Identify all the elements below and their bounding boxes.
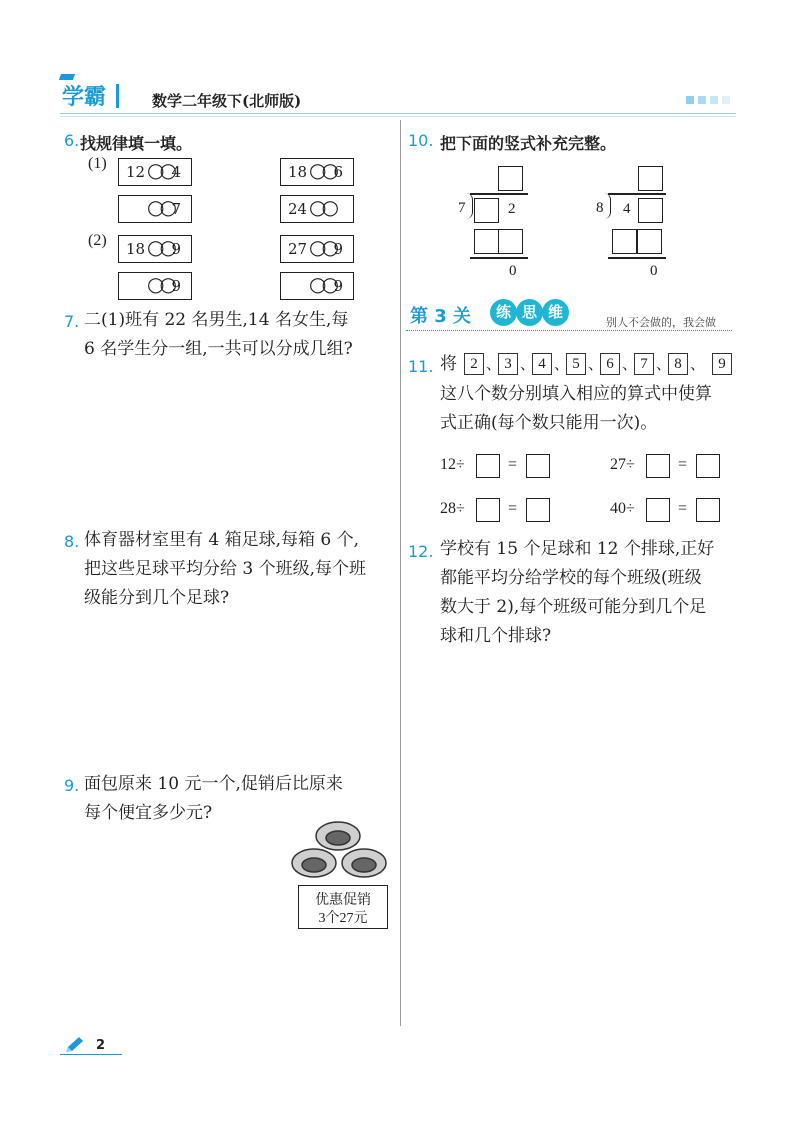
- promo-line: 3个27元: [318, 911, 368, 926]
- question-8-line: 把这些足球平均分给 3 个班级,每个班: [84, 559, 367, 579]
- pattern-box-blank[interactable]: [118, 195, 192, 223]
- question-10-title: 把下面的竖式补充完整。: [440, 134, 617, 153]
- equation-left: 40÷: [610, 500, 635, 517]
- header-square-icon: [710, 96, 718, 104]
- separator-icon: 、: [588, 355, 604, 373]
- question-number: 11.: [408, 357, 434, 376]
- logo-divider: [116, 84, 119, 108]
- link-icon: ○○: [309, 158, 334, 182]
- pattern-box: [280, 235, 354, 263]
- header-square-icon: [722, 96, 730, 104]
- pattern-value: 9: [333, 277, 343, 295]
- pattern-value: 18: [126, 240, 146, 258]
- question-number: 12.: [408, 542, 434, 561]
- book-title: 数学二年级下(北师版): [152, 92, 302, 110]
- number-card: 3: [498, 353, 518, 375]
- pattern-box-blank[interactable]: [118, 272, 192, 300]
- quotient-box[interactable]: [498, 166, 523, 191]
- dividend-box[interactable]: [638, 198, 663, 223]
- answer-box[interactable]: [696, 454, 720, 478]
- equals-sign: =: [508, 500, 518, 517]
- number-card: 6: [600, 353, 620, 375]
- question-11-prefix: 将: [440, 354, 457, 374]
- pattern-value: 24: [288, 200, 308, 218]
- header-rule: [60, 116, 736, 117]
- column-divider: [400, 120, 401, 1026]
- pattern-value: 27: [288, 240, 308, 258]
- product-box[interactable]: [474, 229, 499, 254]
- quotient-box[interactable]: [638, 166, 663, 191]
- product-box[interactable]: [498, 229, 523, 254]
- pattern-value: 18: [288, 163, 308, 181]
- answer-box[interactable]: [646, 454, 670, 478]
- separator-icon: 、: [554, 355, 570, 373]
- number-card: 5: [566, 353, 586, 375]
- link-icon: ○○: [147, 195, 172, 219]
- promo-sign: [298, 885, 388, 929]
- number-card: 4: [532, 353, 552, 375]
- question-9-line: 每个便宜多少元?: [84, 803, 213, 823]
- number-card: 9: [712, 353, 732, 375]
- divisor: 8: [596, 200, 604, 216]
- separator-icon: 、: [656, 355, 672, 373]
- header-rule: [60, 113, 736, 114]
- question-7-line: 二(1)班有 22 名男生,14 名女生,每: [84, 310, 349, 330]
- question-11-line: 这八个数分别填入相应的算式中使算: [440, 384, 712, 404]
- brand-logo: 学霸: [62, 85, 107, 110]
- pattern-value: 9: [171, 277, 181, 295]
- link-icon: ○○: [309, 195, 334, 219]
- division-bracket: [604, 193, 611, 219]
- pattern-value: 4: [171, 163, 181, 181]
- pencil-icon: [64, 1036, 86, 1054]
- question-12-line: 学校有 15 个足球和 12 个排球,正好: [440, 539, 715, 559]
- number-card: 8: [668, 353, 688, 375]
- division-bracket: [466, 193, 473, 219]
- equals-sign: =: [678, 456, 688, 473]
- answer-box[interactable]: [526, 454, 550, 478]
- separator-icon: 、: [622, 355, 638, 373]
- equation-left: 27÷: [610, 456, 635, 473]
- question-number: 8.: [64, 532, 80, 551]
- link-icon: ○○: [309, 235, 334, 259]
- answer-box[interactable]: [476, 498, 500, 522]
- stage-slogan: 别人不会做的，我会做: [606, 316, 716, 329]
- question-8-line: 级能分到几个足球?: [84, 588, 230, 608]
- link-icon: ○○: [147, 272, 172, 296]
- bread-illustration-icon: [288, 818, 398, 888]
- question-7-line: 6 名学生分一组,一共可以分成几组?: [84, 339, 353, 359]
- pattern-box-blank[interactable]: [280, 195, 354, 223]
- page-number: 2: [96, 1038, 106, 1053]
- footer-rule: [60, 1054, 122, 1055]
- answer-box[interactable]: [526, 498, 550, 522]
- answer-box[interactable]: [476, 454, 500, 478]
- question-12-line: 都能平均分给学校的每个班级(班级: [440, 568, 702, 588]
- product-box[interactable]: [612, 229, 637, 254]
- division-rule: [470, 257, 528, 259]
- pattern-box: [118, 158, 192, 186]
- pattern-box-blank[interactable]: [280, 272, 354, 300]
- stage-label: 第 3 关: [410, 306, 472, 327]
- division-bracket-top: [608, 193, 666, 195]
- divisor: 7: [458, 200, 466, 216]
- promo-line: 优惠促销: [315, 893, 371, 908]
- dividend-box[interactable]: [474, 198, 499, 223]
- question-9-line: 面包原来 10 元一个,促销后比原来: [84, 774, 343, 794]
- dividend-digit: 4: [623, 201, 631, 217]
- separator-icon: 、: [520, 355, 536, 373]
- equation-left: 12÷: [440, 456, 465, 473]
- stage-badge: 维: [542, 299, 569, 326]
- stage-badge: 思: [516, 299, 543, 326]
- question-number: 7.: [64, 312, 80, 331]
- header-square-icon: [698, 96, 706, 104]
- answer-box[interactable]: [646, 498, 670, 522]
- header-square-icon: [686, 96, 694, 104]
- pattern-box: [118, 235, 192, 263]
- pattern-value: 12: [126, 163, 146, 181]
- question-number: 10.: [408, 131, 434, 150]
- equals-sign: =: [678, 500, 688, 517]
- question-number: 6.: [64, 131, 80, 150]
- question-number: 9.: [64, 776, 80, 795]
- dividend-digit: 2: [508, 201, 516, 217]
- question-12-line: 数大于 2),每个班级可能分到几个足: [440, 597, 707, 617]
- question-11-line: 式正确(每个数只能用一次)。: [440, 413, 658, 433]
- number-card: 2: [464, 353, 484, 375]
- pattern-value: 9: [333, 240, 343, 258]
- link-icon: ○○: [147, 235, 172, 259]
- answer-box[interactable]: [696, 498, 720, 522]
- remainder: 0: [650, 263, 658, 279]
- question-8-line: 体育器材室里有 4 箱足球,每箱 6 个,: [84, 530, 360, 550]
- question-6-title: 找规律填一填。: [80, 134, 193, 153]
- question-12-line: 球和几个排球?: [440, 626, 552, 646]
- stage-dotted-rule: [406, 330, 732, 332]
- division-bracket-top: [470, 193, 528, 195]
- link-icon: ○○: [147, 158, 172, 182]
- pattern-value: 7: [171, 200, 181, 218]
- pattern-value: 9: [171, 240, 181, 258]
- link-icon: ○○: [309, 272, 334, 296]
- separator-icon: 、: [690, 355, 706, 373]
- pattern-value: 6: [333, 163, 343, 181]
- pattern-box: [280, 158, 354, 186]
- number-card: 7: [634, 353, 654, 375]
- group-label: (2): [88, 232, 107, 249]
- division-rule: [608, 257, 666, 259]
- stage-badge: 练: [490, 299, 517, 326]
- product-box[interactable]: [637, 229, 662, 254]
- separator-icon: 、: [486, 355, 502, 373]
- remainder: 0: [509, 263, 517, 279]
- equals-sign: =: [508, 456, 518, 473]
- equation-left: 28÷: [440, 500, 465, 517]
- group-label: (1): [88, 155, 107, 172]
